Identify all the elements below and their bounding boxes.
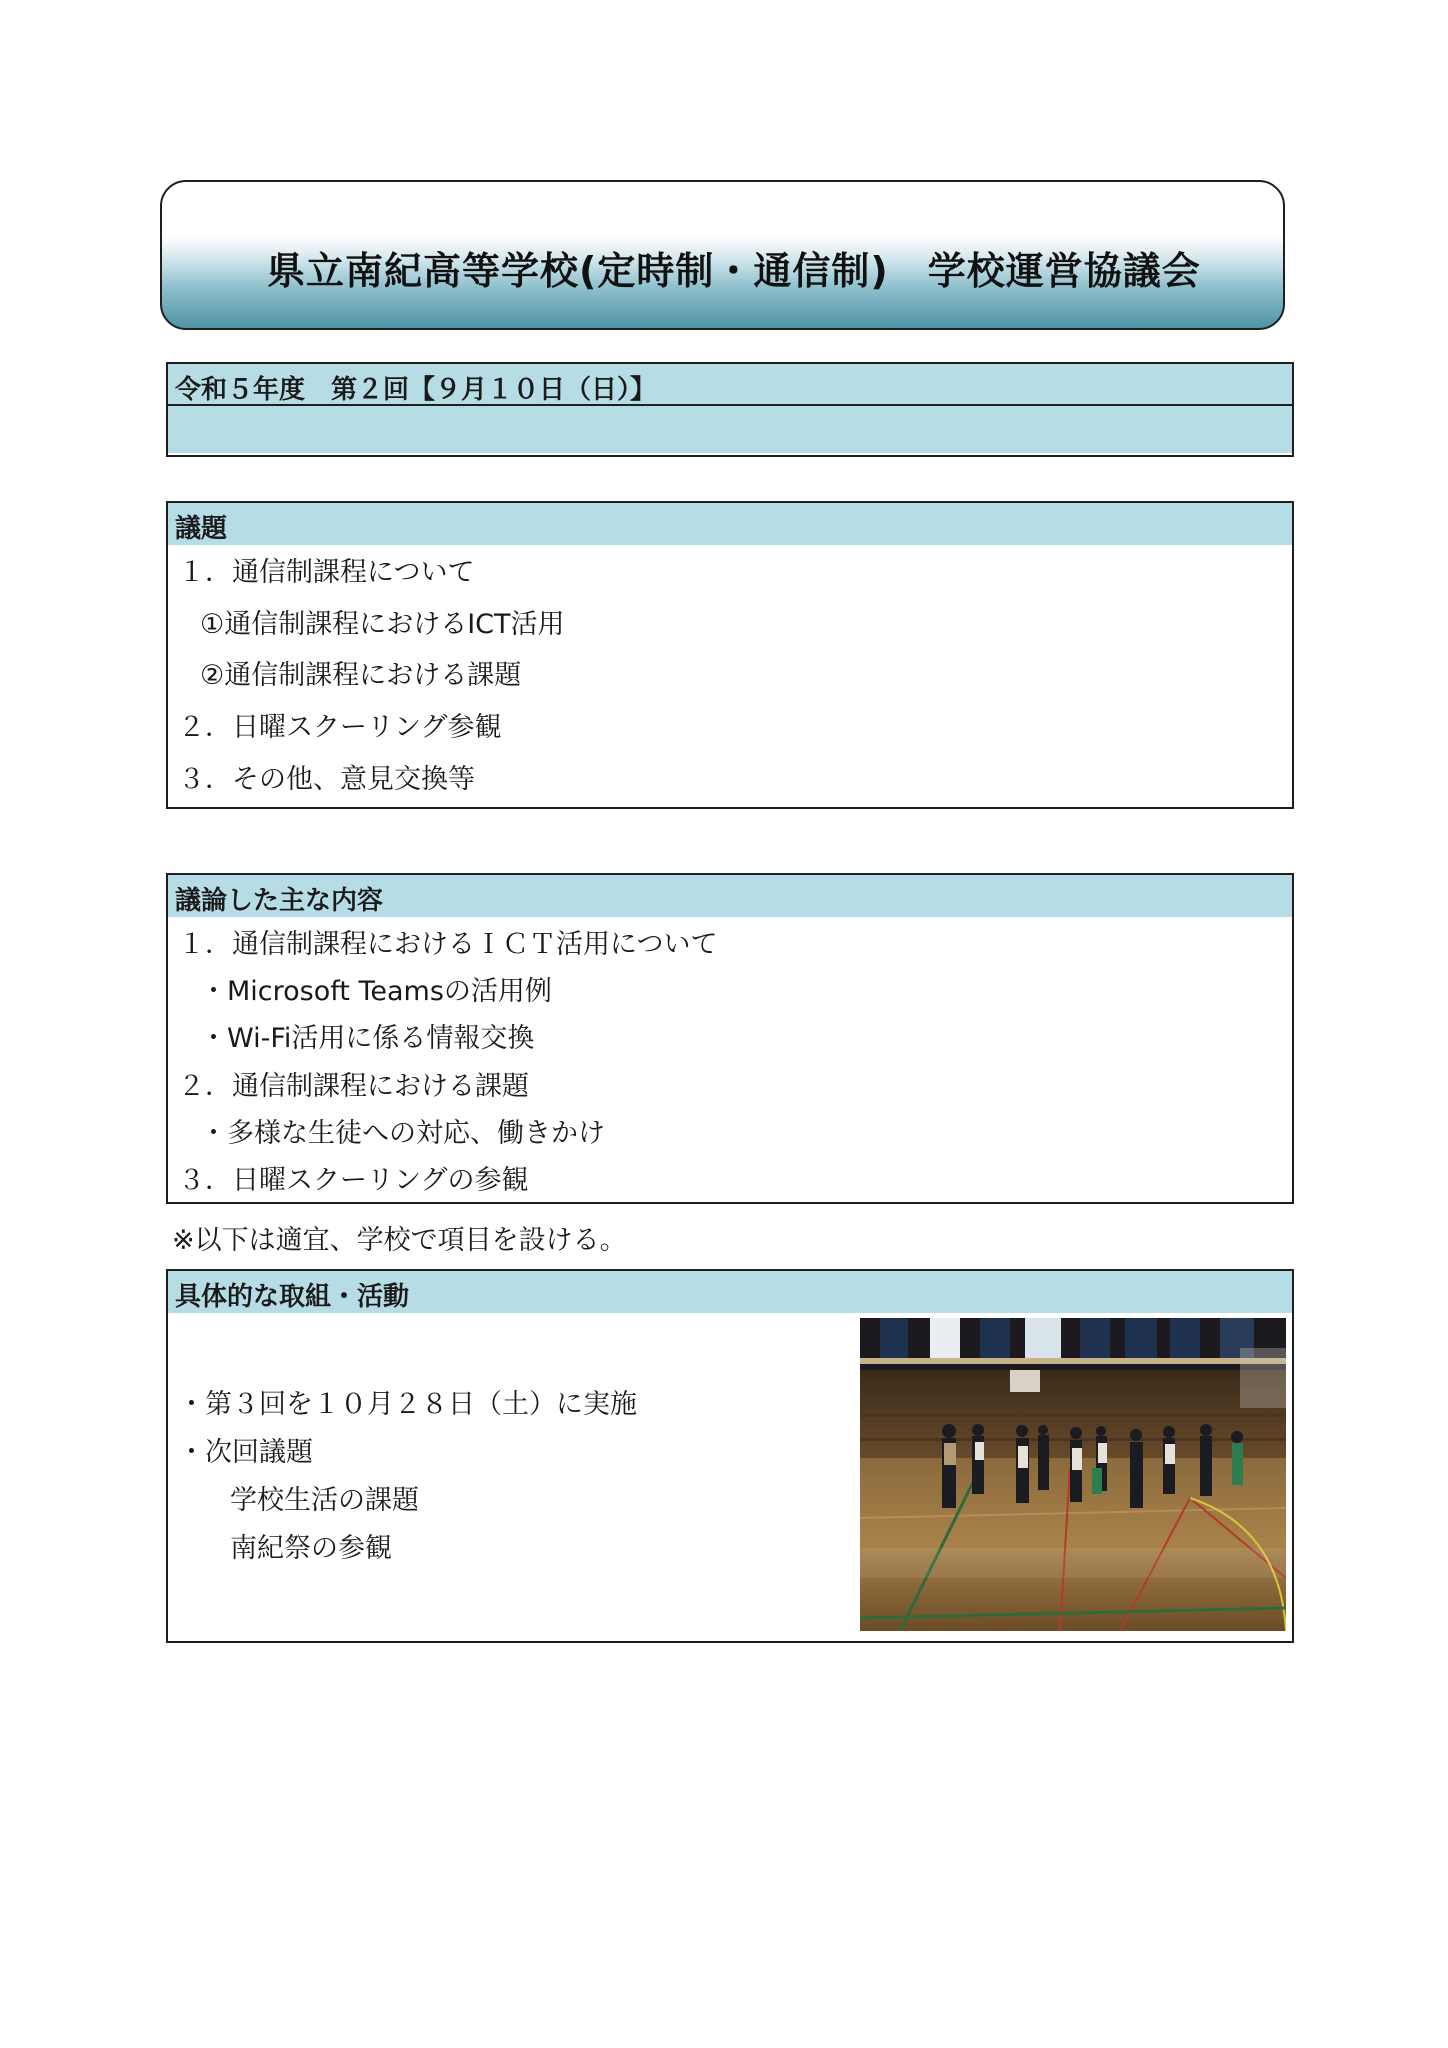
agenda-heading: 議題 — [168, 503, 1292, 545]
activity-item: ・次回議題 — [178, 1437, 313, 1468]
discussion-item: ・Microsoft Teamsの活用例 — [200, 976, 552, 1007]
discussion-item: ・Wi-Fi活用に係る情報交換 — [200, 1023, 535, 1054]
activities-heading: 具体的な取組・活動 — [168, 1271, 1292, 1313]
agenda-item: １．通信制課程について — [178, 557, 475, 588]
page-title: 県立南紀高等学校(定時制・通信制) 学校運営協議会 — [267, 249, 1201, 293]
note-text: ※以下は適宜、学校で項目を設ける。 — [172, 1225, 627, 1256]
agenda-item: ３．その他、意見交換等 — [178, 764, 475, 795]
discussion-item: ・多様な生徒への対応、働きかけ — [200, 1118, 605, 1149]
agenda-item: ②通信制課程における課題 — [200, 660, 522, 691]
activity-item: ・第３回を１０月２８日（土）に実施 — [178, 1389, 637, 1420]
discussion-heading: 議論した主な内容 — [168, 875, 1292, 917]
activity-item: 学校生活の課題 — [230, 1485, 419, 1516]
discussion-item: ２．通信制課程における課題 — [178, 1071, 529, 1102]
meeting-blank-row — [168, 406, 1292, 453]
agenda-item: ①通信制課程におけるICT活用 — [200, 609, 565, 640]
activities-box — [166, 1269, 1294, 1643]
meeting-date-label: 令和５年度 第２回【９月１０日（日）】 — [168, 364, 1292, 406]
agenda-box — [166, 501, 1294, 809]
discussion-box — [166, 873, 1294, 1204]
activity-item: 南紀祭の参観 — [230, 1533, 392, 1564]
gymnasium-photo — [860, 1318, 1286, 1631]
title-banner — [160, 180, 1285, 330]
meeting-date-box — [166, 362, 1294, 457]
discussion-item: ３．日曜スクーリングの参観 — [178, 1165, 529, 1196]
agenda-item: ２．日曜スクーリング参観 — [178, 712, 502, 743]
discussion-item: １．通信制課程におけるＩＣＴ活用について — [178, 929, 718, 960]
